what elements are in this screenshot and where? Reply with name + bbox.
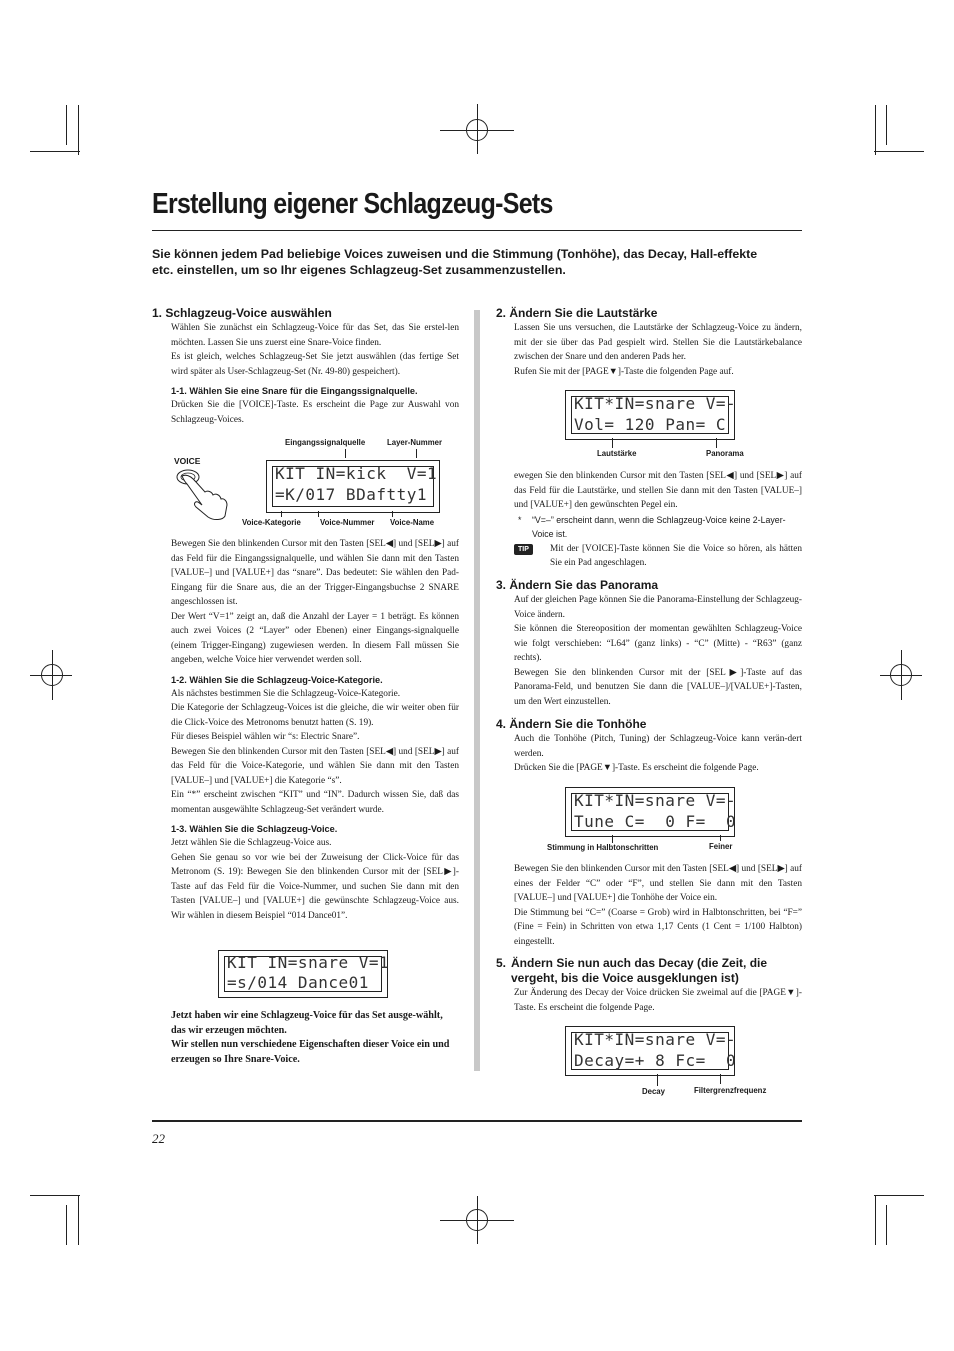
label-panorama: Panorama [706, 449, 744, 458]
callout-line [612, 835, 613, 843]
paragraph: Die Stimmung bei “C=” (Coarse = Grob) wird in Halbtonschritten, bei “F=” (Fine = Fein) in Schritten von etwa 1,17 Cents (1 Cent = 1/100 Halbton) eingestellt. [514, 907, 802, 947]
lcd-line-1: KIT*IN=snare V=- [574, 1030, 737, 1049]
label-coarse: Stimmung in Halbtonschritten [547, 843, 659, 852]
callout-line [716, 438, 717, 448]
paragraph: Bewegen Sie den blinkenden Cursor mit den Tasten [SEL◀] und [SEL▶] auf das Feld für die Eingangssignalquelle, und wählen Sie dann mit den Tasten [VALUE–] und [VALUE+] das “snare”. Das bedeutet: Sie wählen den Pad-Eingang für die Snare aus, die an der Trigger-Eingangsbuchse 2 SNARE angeschlossen ist. [171, 539, 459, 607]
section-1-heading: 1. Schlagzeug-Voice auswählen [152, 306, 332, 320]
tip-text: Mit der [VOICE]-Taste können Sie die Voice so hören, als hätten Sie ein Pad angeschlagen. [550, 543, 802, 568]
right-column-volume-text: ewegen Sie den blinkenden Cursor mit den Tasten [SEL◀] und [SEL▶] auf das Feld für die Lautstärke, und stellen Sie dann mit den Tasten [VALUE–] und [VALUE+] den gewünschten Pegel ein. * “V=–” erscheint dann, wenn die Schlagzeug-Voice keine 2-Layer-Voice ist. TIP Mit der [VOICE]-Taste können Sie die Voice so hören, als hätten Sie ein Pad angeschlagen. [514, 469, 802, 571]
paragraph: Zur Änderung des Decay der Voice drücken Sie zweimal auf die [PAGE▼]-Taste. Es erscheint die folgende Page. [514, 988, 802, 1013]
label-layer-number: Layer-Nummer [387, 438, 443, 447]
lcd-line-2: =K/017 BDaftty1 [275, 485, 427, 504]
paragraph: Rufen Sie mit der [PAGE▼]-Taste die folgenden Page auf. [514, 366, 734, 377]
column-divider [474, 310, 480, 1071]
registration-mark [52, 650, 53, 700]
label-decay: Decay [642, 1087, 665, 1096]
lcd-display-snare-voice [218, 950, 388, 998]
registration-mark [901, 650, 902, 700]
registration-mark [477, 1196, 478, 1244]
registration-mark [477, 104, 478, 154]
paragraph: Auf der gleichen Page können Sie die Panorama-Einstellung der Schlagzeug-Voice ändern. [514, 595, 802, 620]
note-text: “V=–” erscheint dann, wenn die Schlagzeug-Voice keine 2-Layer-Voice ist. [532, 514, 786, 539]
voice-button-label: VOICE [174, 456, 201, 466]
section-3-heading: 3. Ändern Sie das Panorama [496, 578, 659, 592]
callout-line [657, 1074, 658, 1086]
lcd-line-1: KIT IN=snare V=1 [227, 953, 390, 972]
crop-mark [30, 151, 80, 152]
subsection-1-2-heading: 1-2. Wählen Sie die Schlagzeug-Voice-Kategorie. [171, 674, 383, 685]
paragraph: Sie können die Stereoposition der momentan gewählten Schlagzeug-Voice wie folgt verschieben: “L64” (ganz links) - “C” (Mitte) - “R63” (ganz rechts). [514, 624, 802, 663]
paragraph: Der Wert “V=1” zeigt an, daß die Anzahl der Layer = 1 beträgt. Es können auch zwei Voices (2 “Layer” oder Ebenen) einer Eingangs-signalquelle (einem Trigger-Eingang) zugewiesen werden. In diesem Fall müssen Sie angeben, welche Voice hier verwendet werden soll. [171, 611, 459, 665]
paragraph: Bewegen Sie den blinkenden Cursor mit den Tasten [SEL◀] und [SEL▶] auf eines der Felder “C” oder “F”, und stellen Sie dann mit den Tasten [VALUE–] und [VALUE+] die Tonhöhe der Voice ein. [514, 864, 802, 903]
registration-mark [30, 675, 72, 676]
callout-line [345, 449, 346, 458]
section-2-heading: 2. Ändern Sie die Lautstärke [496, 306, 658, 320]
paragraph: Drücken Sie die [VOICE]-Taste. Es erscheint die Page zur Auswahl von Schlagzeug-Voices. [171, 400, 459, 425]
crop-mark [78, 1195, 79, 1245]
crop-mark [30, 1195, 80, 1196]
callout-line [720, 835, 721, 841]
callout-line [281, 511, 282, 517]
footer-rule [152, 1120, 802, 1122]
crop-mark [874, 151, 924, 152]
hand-press-icon [172, 464, 232, 522]
crop-mark [66, 1205, 67, 1245]
lcd-line-1: KIT*IN=snare V=- [574, 791, 737, 810]
lcd-line-1: KIT*IN=snare V=- [574, 394, 737, 413]
lcd-display-volume [565, 390, 735, 440]
callout-line [392, 511, 393, 517]
left-column [152, 306, 459, 427]
right-column-panorama [496, 578, 802, 776]
label-volume: Lautstärke [597, 449, 637, 458]
lcd-line-2: Vol= 120 Pan= C [574, 415, 726, 434]
section-5-heading [511, 956, 802, 986]
crop-mark [875, 105, 876, 155]
lcd-display-voice [266, 460, 440, 513]
section-5-heading-text: Ändern Sie nun auch das Decay (die Zeit, die vergeht, bis die Voice ausgeklungen ist) [511, 956, 768, 985]
callout-line [612, 438, 613, 448]
label-filter-cutoff: Filtergrenzfrequenz [694, 1086, 767, 1095]
lcd-line-2: Tune C= 0 F= 0 [574, 812, 737, 831]
closing-paragraph: Wir stellen nun verschiedene Eigenschaften dieser Voice ein und erzeugen so Ihre Snare-Voice. [171, 1039, 450, 1065]
intro-text: Sie können jedem Pad beliebige Voices zuweisen und die Stimmung (Tonhöhe), das Decay, Hall-effekte etc. einstellen, um so Ihr eigenes Schlagzeug-Set zusammenzustellen. [152, 247, 758, 277]
lcd-line-2: =s/014 Dance01 [227, 973, 369, 992]
paragraph: ewegen Sie den blinkenden Cursor mit den Tasten [SEL◀] und [SEL▶] auf das Feld für die Lautstärke, und stellen Sie dann mit den Tasten [VALUE–] und [VALUE+] den gewünschten Pegel ein. [514, 471, 802, 510]
paragraph: Ein “*” erscheint zwischen “KIT” und “IN”. Dadurch wissen Sie, daß das momentan ausgewählte Schlagzeug-Set verändert wurde. [171, 790, 459, 815]
paragraph: Es ist gleich, welches Schlagzeug-Set Sie jetzt auswählen (das fertige Set wird später als User-Schlagzeug-Set (Nr. 49-80) gespeichert). [171, 352, 459, 377]
label-voice-name: Voice-Name [390, 518, 435, 527]
crop-mark [66, 105, 67, 145]
paragraph: Wählen Sie zunächst ein Schlagzeug-Voice für das Set, das Sie erstel-len möchten. Lassen Sie uns zuerst eine Snare-Voice finden. [171, 323, 459, 348]
lcd-line-1: KIT IN=kick V=1 [275, 464, 438, 483]
closing-text [171, 1009, 459, 1067]
crop-mark [886, 1205, 887, 1245]
left-column-continued [171, 537, 459, 923]
tip-badge: TIP [514, 544, 533, 555]
crop-mark [78, 105, 79, 155]
paragraph: Jetzt wählen Sie die Schlagzeug-Voice aus. [171, 838, 332, 848]
label-fine: Feiner [709, 842, 733, 851]
section-4-heading: 4. Ändern Sie die Tonhöhe [496, 717, 647, 731]
paragraph: Bewegen Sie den blinkenden Cursor mit der [SEL▶]-Taste auf das Panorama-Feld, und benutzen Sie dann die [VALUE–]/[VALUE+]-Tasten, um den Wert einzustellen. [514, 667, 802, 707]
lcd-line-2: Decay=+ 8 Fc= 0 [574, 1051, 737, 1070]
paragraph: Für dieses Beispiel wählen wir “s: Electric Snare”. [171, 732, 360, 742]
paragraph: Lassen Sie uns versuchen, die Lautstärke der Schlagzeug-Voice zu ändern, mit der sie über das Pad gespielt wird. Stellen Sie die Lautstärkebalance zwischen der Snare und den anderen Pads her. [514, 323, 802, 362]
page-title: Erstellung eigener Schlagzeug-Sets [152, 188, 553, 220]
lcd-display-tune [565, 787, 735, 837]
right-column-decay: 5. Ändern Sie nun auch das Decay (die Zeit, die vergeht, bis die Voice ausgeklungen ist) Zur Änderung des Decay der Voice drücken Sie zweimal auf die [PAGE▼]-Taste. Es erscheint die folgende Page. [496, 956, 802, 1015]
right-column [496, 306, 802, 379]
paragraph: Als nächstes bestimmen Sie die Schlagzeug-Voice-Kategorie. [171, 688, 401, 699]
label-voice-category: Voice-Kategorie [242, 518, 301, 527]
paragraph: Auch die Tonhöhe (Pitch, Tuning) der Schlagzeug-Voice kann verän-dert werden. [514, 734, 802, 759]
crop-mark [875, 1195, 876, 1245]
paragraph: Die Kategorie der Schlagzeug-Voices ist die gleiche, die wir weiter oben für die Click-Voice des Metronoms benutzt hatten (S. 19). [171, 703, 459, 728]
callout-line [416, 449, 417, 458]
subsection-1-3-heading: 1-3. Wählen Sie die Schlagzeug-Voice. [171, 824, 338, 834]
paragraph: Drücken Sie die [PAGE▼]-Taste. Es erscheint die folgende Page. [514, 763, 759, 773]
callout-line [318, 511, 319, 517]
closing-paragraph: Jetzt haben wir eine Schlagzeug-Voice für das Set ausge-wählt, das wir erzeugen möchten. [171, 1010, 443, 1036]
paragraph: Bewegen Sie den blinkenden Cursor mit den Tasten [SEL◀] und [SEL▶] auf das Feld für die Voice-Kategorie, und wählen Sie dann mit den Tasten [VALUE–] und [VALUE+] die Kategorie “s”. [171, 746, 459, 786]
right-column-tune-text [514, 862, 802, 949]
page-number: 22 [152, 1131, 165, 1146]
title-rule [152, 230, 802, 231]
subsection-1-1-heading: 1-1. Wählen Sie eine Snare für die Eingangssignalquelle. [171, 386, 418, 396]
crop-mark [886, 105, 887, 145]
paragraph: Gehen Sie genau so vor wie bei der Zuweisung der Click-Voice für das Metronom (S. 19): Bewegen Sie den blinkenden Cursor mit der [SEL▶]-Taste auf das Feld für die Voice-Nummer, und suchen Sie dann mit den Tasten [VALUE–] und [VALUE+] die gewünschte Schlagzeug-Voice aus. Wir wählen in diesem Beispiel “014 Dance01”. [171, 852, 459, 921]
crop-mark [874, 1195, 924, 1196]
callout-line [720, 1074, 721, 1084]
label-input-source: Eingangssignalquelle [285, 438, 366, 447]
lcd-display-decay [565, 1026, 735, 1076]
label-voice-number: Voice-Nummer [320, 518, 375, 527]
